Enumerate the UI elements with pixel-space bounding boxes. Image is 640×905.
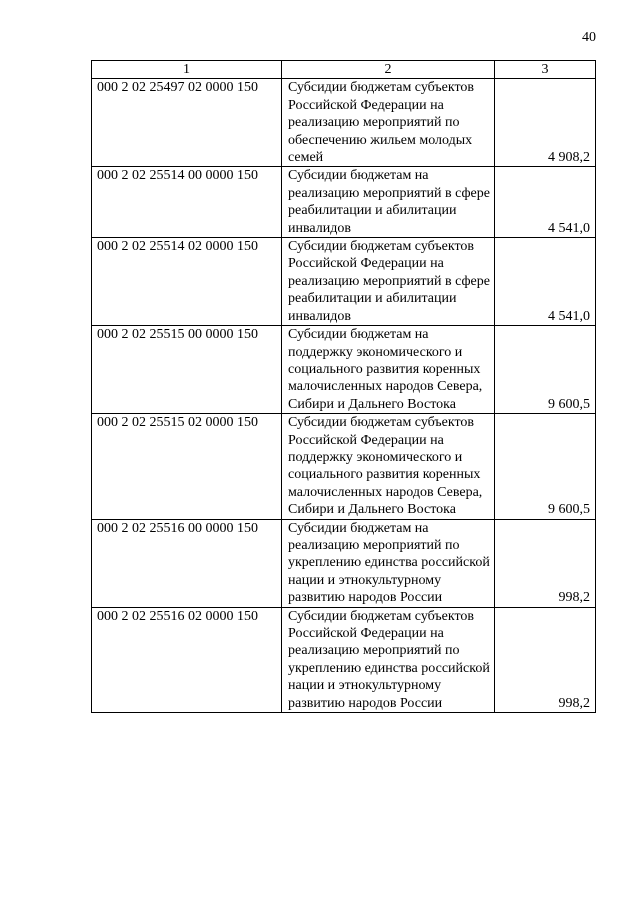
page-number: 40 xyxy=(582,30,596,45)
row-code: 000 2 02 25514 00 0000 150 xyxy=(92,167,282,238)
row-code: 000 2 02 25516 02 0000 150 xyxy=(92,607,282,712)
row-description: Субсидии бюджетам субъектов Российской Федерации на реализацию мероприятий по обеспечению жильем молодых семей xyxy=(282,79,495,167)
row-amount: 9 600,5 xyxy=(495,326,596,414)
row-description: Субсидии бюджетам на реализацию мероприятий по укреплению единства российской нации и этнокультурному развитию народов России xyxy=(282,519,495,607)
row-amount: 4 908,2 xyxy=(495,79,596,167)
row-amount: 998,2 xyxy=(495,607,596,712)
table-row xyxy=(92,79,596,167)
row-description: Субсидии бюджетам субъектов Российской Федерации на реализацию мероприятий по укреплению единства российской нации и этнокультурному развитию народов России xyxy=(282,607,495,712)
row-description: Субсидии бюджетам субъектов Российской Федерации на поддержку экономического и социального развития коренных малочисленных народов Севера, Сибири и Дальнего Востока xyxy=(282,414,495,519)
table-header xyxy=(92,61,596,79)
column-header-2: 2 xyxy=(282,61,495,79)
row-code: 000 2 02 25516 00 0000 150 xyxy=(92,519,282,607)
table-row xyxy=(92,519,596,607)
table-row xyxy=(92,238,596,326)
row-description: Субсидии бюджетам субъектов Российской Федерации на реализацию мероприятий в сфере реабилитации и абилитации инвалидов xyxy=(282,238,495,326)
row-code: 000 2 02 25515 02 0000 150 xyxy=(92,414,282,519)
row-amount: 998,2 xyxy=(495,519,596,607)
row-description: Субсидии бюджетам на реализацию мероприятий в сфере реабилитации и абилитации инвалидов xyxy=(282,167,495,238)
row-code: 000 2 02 25497 02 0000 150 xyxy=(92,79,282,167)
table-row xyxy=(92,607,596,712)
column-header-3: 3 xyxy=(495,61,596,79)
table-row xyxy=(92,414,596,519)
row-code: 000 2 02 25515 00 0000 150 xyxy=(92,326,282,414)
table-body xyxy=(92,79,596,713)
row-amount: 4 541,0 xyxy=(495,167,596,238)
row-amount: 9 600,5 xyxy=(495,414,596,519)
row-amount: 4 541,0 xyxy=(495,238,596,326)
table-row xyxy=(92,167,596,238)
column-header-1: 1 xyxy=(92,61,282,79)
row-code: 000 2 02 25514 02 0000 150 xyxy=(92,238,282,326)
header-row xyxy=(92,61,596,79)
budget-table xyxy=(91,60,596,713)
row-description: Субсидии бюджетам на поддержку экономического и социального развития коренных малочисленных народов Севера, Сибири и Дальнего Востока xyxy=(282,326,495,414)
table-row xyxy=(92,326,596,414)
